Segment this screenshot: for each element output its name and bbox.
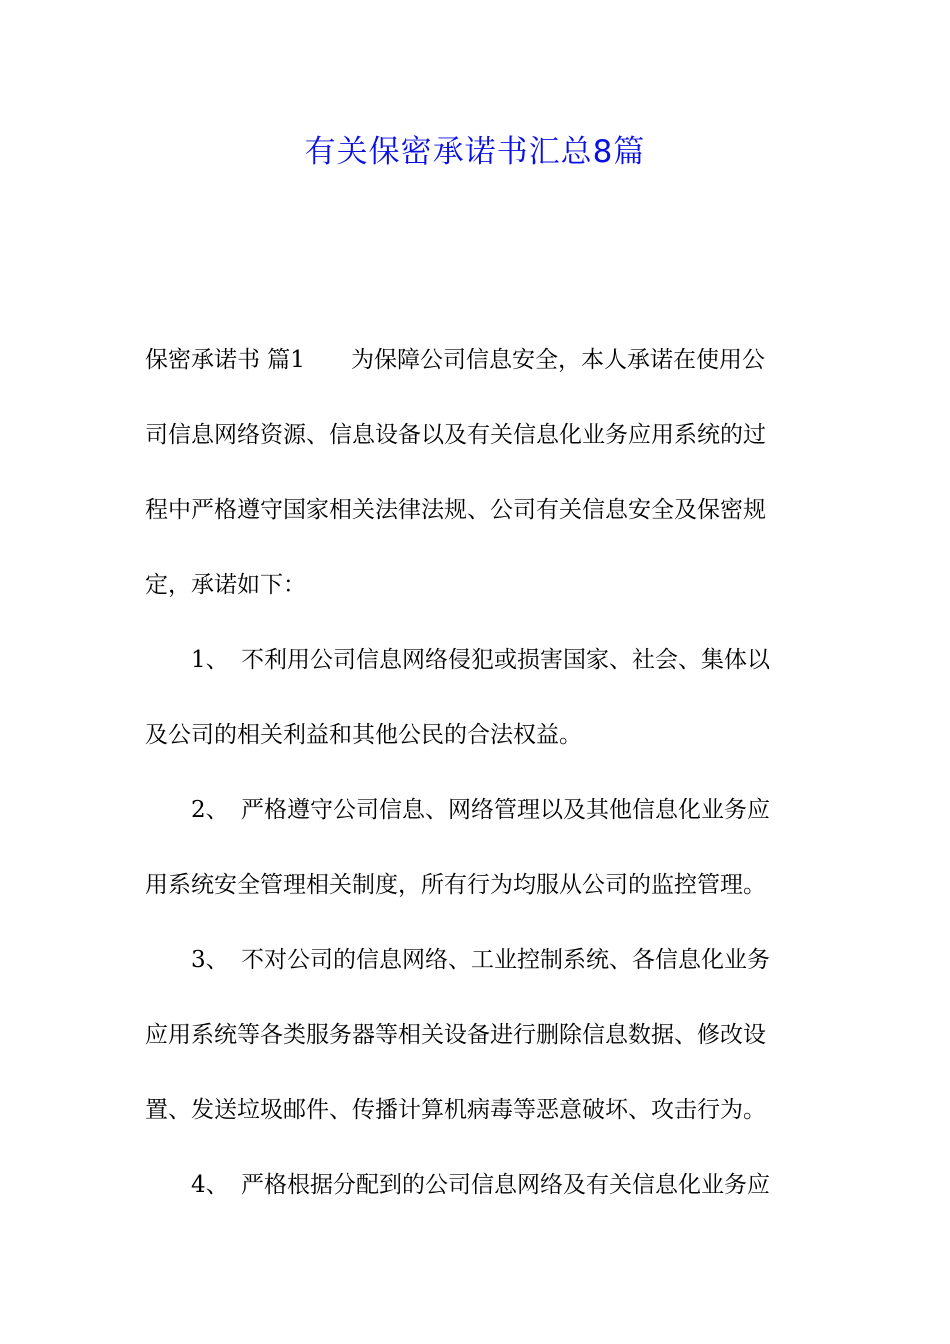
intro-line-1 — [145, 323, 810, 398]
intro-text-1: 为保障公司信息安全，本人承诺在使用公 — [350, 347, 765, 373]
item-3-line-1 — [145, 923, 810, 998]
item-3-number: 3、 — [191, 947, 229, 973]
item-1-text-1: 不利用公司信息网络侵犯或损害国家、社会、集体以 — [241, 647, 770, 673]
item-3-text-1: 不对公司的信息网络、工业控制系统、各信息化业务 — [241, 947, 770, 973]
intro-line-4: 定，承诺如下： — [145, 572, 306, 598]
item-3-line-3: 置、发送垃圾邮件、传播计算机病毒等恶意破坏、攻击行为。 — [145, 1097, 766, 1123]
section-heading: 保密承诺书 篇1 — [145, 347, 305, 373]
item-2-text-1: 严格遵守公司信息、网络管理以及其他信息化业务应 — [241, 797, 770, 823]
item-4-number: 4、 — [191, 1172, 229, 1198]
item-3-line-2: 应用系统等各类服务器等相关设备进行删除信息数据、修改设 — [145, 1022, 766, 1048]
intro-line-2: 司信息网络资源、信息设备以及有关信息化业务应用系统的过 — [145, 422, 766, 448]
item-1-number: 1、 — [191, 647, 229, 673]
item-1-line-2: 及公司的相关利益和其他公民的合法权益。 — [145, 722, 582, 748]
item-1-line-1 — [145, 623, 810, 698]
item-4-text-1: 严格根据分配到的公司信息网络及有关信息化业务应 — [241, 1172, 770, 1198]
item-2-line-2: 用系统安全管理相关制度，所有行为均服从公司的监控管理。 — [145, 872, 766, 898]
item-4-line-1 — [145, 1148, 810, 1223]
intro-line-3: 程中严格遵守国家相关法律法规、公司有关信息安全及保密规 — [145, 497, 766, 523]
item-2-line-1 — [145, 773, 810, 848]
document-title: 有关保密承诺书汇总8篇 — [304, 134, 646, 170]
document-body — [145, 323, 810, 1223]
item-2-number: 2、 — [191, 797, 229, 823]
